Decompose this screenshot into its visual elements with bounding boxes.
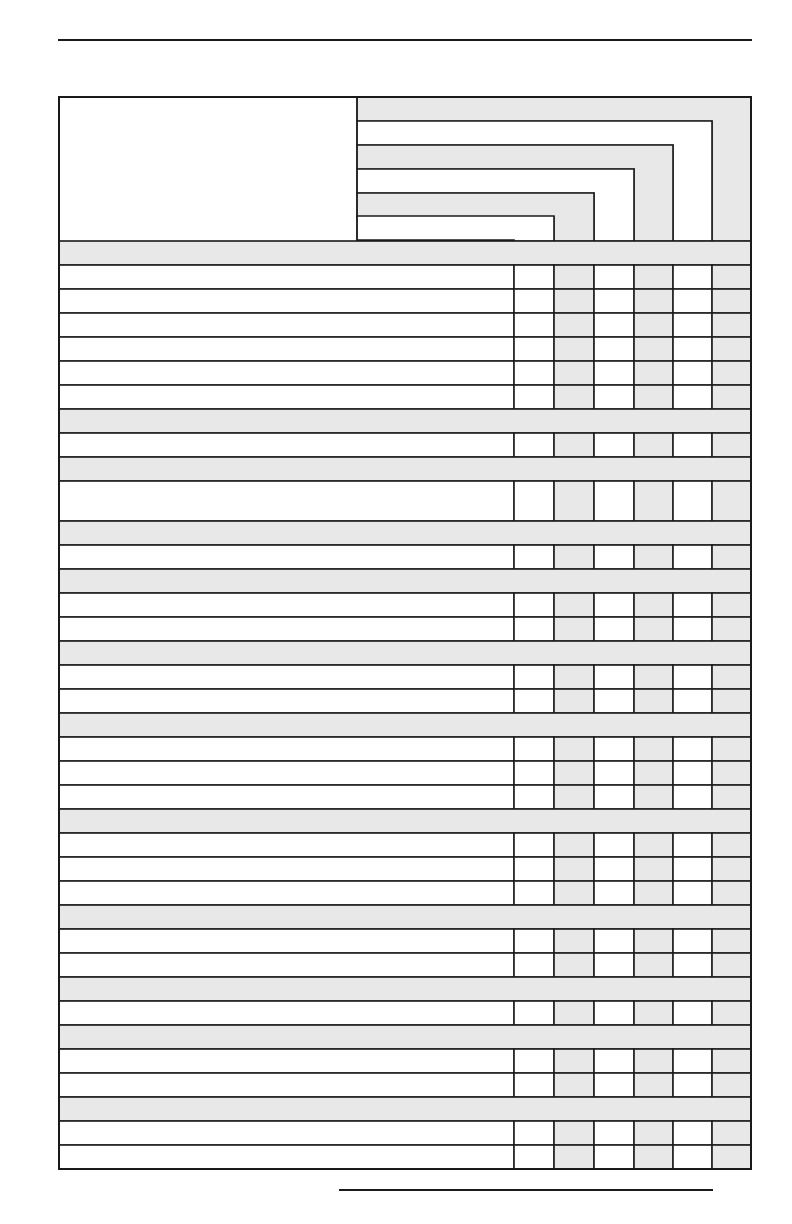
checkbox-cell[interactable]: [554, 289, 594, 313]
checkbox-cell[interactable]: [514, 1145, 554, 1169]
column-header-6: [357, 216, 554, 241]
checkbox-cell[interactable]: [594, 545, 634, 569]
checkbox-cell[interactable]: [673, 953, 712, 977]
section-header-row: [59, 905, 751, 929]
checkbox-cell[interactable]: [712, 1121, 751, 1145]
checkbox-cell[interactable]: [673, 737, 712, 761]
checkbox-cell[interactable]: [712, 385, 751, 409]
checkbox-cell[interactable]: [514, 857, 554, 881]
checkbox-cell[interactable]: [712, 857, 751, 881]
checkbox-cell[interactable]: [594, 1145, 634, 1169]
checkbox-cell[interactable]: [634, 289, 673, 313]
checkbox-cell[interactable]: [712, 929, 751, 953]
checkbox-cell[interactable]: [712, 785, 751, 809]
checkbox-cell[interactable]: [594, 785, 634, 809]
checkbox-cell[interactable]: [554, 433, 594, 457]
item-label-cell: [59, 361, 514, 385]
checkbox-cell[interactable]: [514, 665, 554, 689]
checkbox-cell[interactable]: [634, 1049, 673, 1073]
section-header-row: [59, 1025, 751, 1049]
checkbox-cell[interactable]: [594, 361, 634, 385]
item-label-cell: [59, 1145, 514, 1169]
item-label-cell: [59, 1073, 514, 1097]
checkbox-cell[interactable]: [514, 617, 554, 641]
checkbox-cell[interactable]: [673, 761, 712, 785]
checkbox-cell[interactable]: [673, 857, 712, 881]
item-label-cell: [59, 1049, 514, 1073]
checkbox-cell[interactable]: [554, 617, 594, 641]
checkbox-cell[interactable]: [673, 361, 712, 385]
checkbox-cell[interactable]: [554, 1145, 594, 1169]
item-label-cell: [59, 761, 514, 785]
checkbox-cell[interactable]: [554, 1121, 594, 1145]
checkbox-cell[interactable]: [673, 337, 712, 361]
item-label-cell: [59, 737, 514, 761]
checkbox-cell[interactable]: [673, 313, 712, 337]
checkbox-cell[interactable]: [634, 689, 673, 713]
checkbox-cell[interactable]: [514, 1001, 554, 1025]
checkbox-cell[interactable]: [712, 881, 751, 905]
item-label-cell: [59, 593, 514, 617]
checkbox-cell[interactable]: [594, 665, 634, 689]
checkbox-cell[interactable]: [634, 761, 673, 785]
checkbox-cell[interactable]: [712, 1001, 751, 1025]
checkbox-cell[interactable]: [594, 689, 634, 713]
checkbox-cell[interactable]: [673, 433, 712, 457]
section-header-row: [59, 241, 751, 265]
item-label-cell: [59, 337, 514, 361]
checkbox-cell[interactable]: [634, 385, 673, 409]
checkbox-cell[interactable]: [514, 265, 554, 289]
item-label-cell: [59, 665, 514, 689]
checkbox-cell[interactable]: [712, 481, 751, 521]
item-label-cell: [59, 313, 514, 337]
checkbox-cell[interactable]: [634, 953, 673, 977]
checkbox-cell[interactable]: [554, 1073, 594, 1097]
item-label-cell: [59, 833, 514, 857]
checkbox-cell[interactable]: [554, 857, 594, 881]
checkbox-cell[interactable]: [634, 785, 673, 809]
checkbox-cell[interactable]: [514, 689, 554, 713]
checkbox-cell[interactable]: [554, 1049, 594, 1073]
checkbox-cell[interactable]: [514, 385, 554, 409]
checkbox-cell[interactable]: [514, 1121, 554, 1145]
checkbox-cell[interactable]: [634, 1145, 673, 1169]
item-label-cell: [59, 545, 514, 569]
checkbox-cell[interactable]: [554, 881, 594, 905]
checkbox-cell[interactable]: [634, 617, 673, 641]
checkbox-cell[interactable]: [673, 545, 712, 569]
checkbox-cell[interactable]: [554, 665, 594, 689]
checkbox-cell[interactable]: [712, 953, 751, 977]
checkbox-cell[interactable]: [594, 265, 634, 289]
checkbox-cell[interactable]: [673, 1121, 712, 1145]
checkbox-cell[interactable]: [712, 761, 751, 785]
checkbox-cell[interactable]: [673, 785, 712, 809]
checkbox-cell[interactable]: [554, 737, 594, 761]
checkbox-cell[interactable]: [514, 593, 554, 617]
item-label-cell: [59, 1001, 514, 1025]
checkbox-cell[interactable]: [673, 617, 712, 641]
checkbox-cell[interactable]: [673, 289, 712, 313]
checkbox-cell[interactable]: [514, 337, 554, 361]
checkbox-cell[interactable]: [514, 289, 554, 313]
checkbox-cell[interactable]: [634, 833, 673, 857]
checkbox-cell[interactable]: [634, 929, 673, 953]
item-label-cell: [59, 929, 514, 953]
checkbox-cell[interactable]: [712, 313, 751, 337]
section-header-row: [59, 409, 751, 433]
checkbox-cell[interactable]: [554, 481, 594, 521]
checkbox-cell[interactable]: [712, 617, 751, 641]
checkbox-cell[interactable]: [594, 1049, 634, 1073]
checkbox-cell[interactable]: [514, 1073, 554, 1097]
checkbox-cell[interactable]: [634, 1001, 673, 1025]
section-header-row: [59, 1097, 751, 1121]
checkbox-cell[interactable]: [673, 385, 712, 409]
checkbox-cell[interactable]: [554, 313, 594, 337]
checkbox-cell[interactable]: [634, 737, 673, 761]
checkbox-cell[interactable]: [594, 385, 634, 409]
item-label-cell: [59, 617, 514, 641]
item-label-cell: [59, 689, 514, 713]
checkbox-cell[interactable]: [594, 289, 634, 313]
section-header-row: [59, 641, 751, 665]
checkbox-cell[interactable]: [712, 545, 751, 569]
checkbox-cell[interactable]: [594, 833, 634, 857]
checkbox-cell[interactable]: [514, 833, 554, 857]
section-header-row: [59, 809, 751, 833]
checkbox-cell[interactable]: [634, 313, 673, 337]
section-header-row: [59, 457, 751, 481]
checkbox-cell[interactable]: [554, 545, 594, 569]
item-label-cell: [59, 265, 514, 289]
checkbox-cell[interactable]: [514, 433, 554, 457]
item-label-cell: [59, 481, 514, 521]
section-header-row: [59, 521, 751, 545]
checkbox-cell[interactable]: [712, 593, 751, 617]
checkbox-cell[interactable]: [554, 833, 594, 857]
checkbox-cell[interactable]: [673, 689, 712, 713]
checkbox-cell[interactable]: [554, 761, 594, 785]
checkbox-cell[interactable]: [712, 337, 751, 361]
item-label-cell: [59, 953, 514, 977]
checkbox-cell[interactable]: [673, 265, 712, 289]
checkbox-cell[interactable]: [594, 593, 634, 617]
checkbox-cell[interactable]: [634, 665, 673, 689]
checkbox-cell[interactable]: [634, 1073, 673, 1097]
checkbox-cell[interactable]: [594, 337, 634, 361]
item-label-cell: [59, 785, 514, 809]
checkbox-cell[interactable]: [554, 593, 594, 617]
checkbox-cell[interactable]: [712, 289, 751, 313]
checkbox-cell[interactable]: [554, 785, 594, 809]
checkbox-cell[interactable]: [514, 929, 554, 953]
checkbox-cell[interactable]: [554, 953, 594, 977]
checkbox-cell[interactable]: [514, 1049, 554, 1073]
item-label-cell: [59, 1121, 514, 1145]
checkbox-cell[interactable]: [712, 1145, 751, 1169]
checkbox-cell[interactable]: [594, 737, 634, 761]
checkbox-cell[interactable]: [554, 337, 594, 361]
checkbox-cell[interactable]: [673, 833, 712, 857]
checkbox-cell[interactable]: [514, 545, 554, 569]
section-header-row: [59, 977, 751, 1001]
section-header-row: [59, 569, 751, 593]
checkbox-cell[interactable]: [514, 313, 554, 337]
bottom-rule: [339, 1189, 713, 1191]
checkbox-cell[interactable]: [554, 361, 594, 385]
checkbox-cell[interactable]: [634, 433, 673, 457]
checkbox-cell[interactable]: [514, 361, 554, 385]
checkbox-cell[interactable]: [594, 1001, 634, 1025]
checkbox-cell[interactable]: [634, 1121, 673, 1145]
checkbox-cell[interactable]: [673, 1073, 712, 1097]
checkbox-cell[interactable]: [594, 953, 634, 977]
checkbox-cell[interactable]: [554, 385, 594, 409]
header-title-box: [59, 97, 357, 241]
section-header-row: [59, 713, 751, 737]
checkbox-cell[interactable]: [594, 313, 634, 337]
checkbox-cell[interactable]: [712, 1073, 751, 1097]
checkbox-cell[interactable]: [673, 1049, 712, 1073]
item-label-cell: [59, 857, 514, 881]
checkbox-cell[interactable]: [673, 481, 712, 521]
checkbox-cell[interactable]: [634, 337, 673, 361]
item-label-cell: [59, 385, 514, 409]
checkbox-cell[interactable]: [554, 1001, 594, 1025]
checkbox-cell[interactable]: [634, 481, 673, 521]
checkbox-cell[interactable]: [594, 1073, 634, 1097]
checkbox-cell[interactable]: [594, 1121, 634, 1145]
checkbox-cell[interactable]: [514, 481, 554, 521]
checkbox-cell[interactable]: [594, 617, 634, 641]
checkbox-cell[interactable]: [554, 929, 594, 953]
checkbox-cell[interactable]: [712, 665, 751, 689]
checkbox-cell[interactable]: [514, 881, 554, 905]
checkbox-cell[interactable]: [514, 785, 554, 809]
item-label-cell: [59, 881, 514, 905]
checkbox-cell[interactable]: [712, 265, 751, 289]
checkbox-cell[interactable]: [634, 265, 673, 289]
checkbox-cell[interactable]: [712, 361, 751, 385]
checkbox-cell[interactable]: [673, 881, 712, 905]
item-label-cell: [59, 433, 514, 457]
checkbox-cell[interactable]: [514, 761, 554, 785]
checkbox-cell[interactable]: [554, 689, 594, 713]
checkbox-cell[interactable]: [634, 545, 673, 569]
checkbox-cell[interactable]: [634, 593, 673, 617]
checkbox-cell[interactable]: [594, 857, 634, 881]
checkbox-cell[interactable]: [712, 689, 751, 713]
checkbox-cell[interactable]: [712, 1049, 751, 1073]
checkbox-cell[interactable]: [634, 857, 673, 881]
checkbox-cell[interactable]: [634, 361, 673, 385]
item-label-cell: [59, 289, 514, 313]
checkbox-cell[interactable]: [594, 433, 634, 457]
checkbox-cell[interactable]: [673, 1001, 712, 1025]
checkbox-cell[interactable]: [673, 929, 712, 953]
checkbox-cell[interactable]: [594, 881, 634, 905]
checkbox-cell[interactable]: [673, 593, 712, 617]
checkbox-cell[interactable]: [594, 929, 634, 953]
checkbox-cell[interactable]: [594, 481, 634, 521]
checkbox-cell[interactable]: [712, 737, 751, 761]
checkbox-cell[interactable]: [554, 265, 594, 289]
checkbox-cell[interactable]: [712, 433, 751, 457]
checkbox-cell[interactable]: [514, 953, 554, 977]
checkbox-cell[interactable]: [673, 1145, 712, 1169]
checkbox-cell[interactable]: [712, 833, 751, 857]
checkbox-cell[interactable]: [673, 665, 712, 689]
checkbox-cell[interactable]: [594, 761, 634, 785]
checkbox-cell[interactable]: [634, 881, 673, 905]
checkbox-cell[interactable]: [514, 737, 554, 761]
